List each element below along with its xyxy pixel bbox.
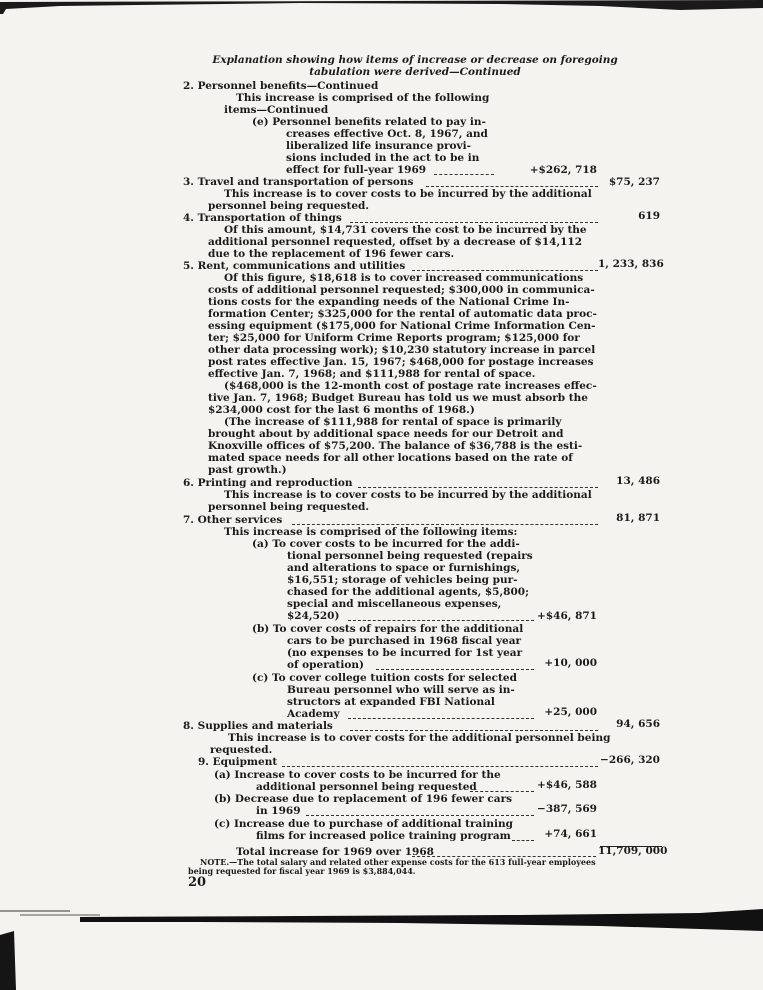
item7-a-line-4: chased for the additional agents, $5,800;: [287, 586, 529, 598]
item2-title: 2. Personnel benefits—Continued: [183, 80, 379, 92]
leader-dots: [292, 524, 598, 525]
leader-dots: [412, 270, 598, 271]
item7-a-line-5: special and miscellaneous expenses,: [287, 598, 502, 610]
item7-a-line-6: $24,520): [287, 610, 340, 622]
leader-dots: [306, 815, 534, 816]
item4-desc-2: due to the replacement of 196 fewer cars.: [208, 248, 455, 260]
item2-sub-1: This increase is comprised of the following: [236, 92, 490, 104]
header-line-1: Explanation showing how items of increase or decrease on foregoing: [212, 54, 618, 66]
item6-desc-0: This increase is to cover costs to be incurred by the additional: [224, 489, 592, 501]
item2-sub-2: items—Continued: [224, 104, 329, 116]
leader-dots: [358, 487, 598, 488]
item9-b-amount: −387, 569: [537, 803, 597, 815]
item5-desc-9: ($468,000 is the 12-month cost of postage rate increases effec-: [224, 380, 597, 392]
item5-desc-0: Of this figure, $18,618 is to cover increased communications: [224, 272, 584, 284]
item4-amount: 619: [638, 210, 660, 222]
item9-c-amount: +74, 661: [544, 828, 597, 840]
item5-desc-10: tive Jan. 7, 1968; Budget Bureau has told us we must absorb the: [208, 392, 588, 404]
item7-a-line-3: $16,551; storage of vehicles being pur-: [287, 574, 518, 586]
scan-edge-bottom: [0, 895, 763, 990]
item5-desc-15: mated space needs for all other locations based on the rate of: [208, 452, 573, 464]
item5-desc-12: (The increase of $111,988 for rental of space is primarily: [224, 416, 562, 428]
item5-desc-6: other data processing work); $10,230 statutory increase in parcel: [208, 344, 596, 356]
leader-dots: [350, 730, 598, 731]
item3-desc-0: This increase is to cover costs to be incurred by the additional: [224, 188, 592, 200]
item7-c-amount: +25, 000: [544, 706, 597, 718]
item5-amount: 1, 233, 836: [598, 258, 664, 270]
item8-desc-0: This increase is to cover costs for the additional personnel being: [228, 732, 611, 744]
item7-c-line-3: Academy: [287, 708, 340, 720]
item9-a-amount: +$46, 588: [537, 779, 597, 791]
item9-c-line-1: films for increased police training program: [256, 830, 511, 842]
leader-dots: [434, 174, 494, 175]
item9-a-line-0: (a) Increase to cover costs to be incurred for the: [214, 769, 501, 781]
item6-amount: 13, 486: [616, 475, 660, 487]
item2-e-line-3: sions included in the act to be in: [286, 152, 480, 164]
item7-title: 7. Other services: [183, 514, 283, 526]
item6-title: 6. Printing and reproduction: [183, 477, 353, 489]
item9-amount: −266, 320: [600, 754, 660, 766]
leader-dots: [282, 766, 598, 767]
item8-title: 8. Supplies and materials: [183, 720, 333, 732]
item5-title: 5. Rent, communications and utilities: [183, 260, 406, 272]
page-number: 20: [188, 875, 207, 890]
total-label: Total increase for 1969 over 1968: [236, 846, 434, 858]
item7-intro: This increase is comprised of the following items:: [224, 526, 518, 538]
item7-a-amount: +$46, 871: [537, 610, 597, 622]
leader-dots: [376, 669, 534, 670]
leader-dots: [512, 840, 534, 841]
item2-e-line-0: (e) Personnel benefits related to pay in-: [252, 116, 486, 128]
item2-e-amount: +$262, 718: [529, 164, 597, 176]
item7-c-line-2: structors at expanded FBI National: [287, 696, 495, 708]
total-amount: 11,709, 000: [598, 845, 668, 857]
item5-desc-14: Knoxville offices of $75,200. The balance of $36,788 is the esti-: [208, 440, 583, 452]
note-line-1: NOTE.—The total salary and related other expense costs for the 613 full-year employees: [200, 857, 596, 867]
leader-dots: [426, 186, 598, 187]
leader-dots: [348, 718, 534, 719]
item3-desc-1: personnel being requested.: [208, 200, 370, 212]
item9-title: 9. Equipment: [198, 756, 278, 768]
item7-b-line-2: (no expenses to be incurred for 1st year: [287, 647, 523, 659]
item7-b-line-0: (b) To cover costs of repairs for the additional: [252, 623, 524, 635]
leader-dots: [470, 791, 534, 792]
item5-desc-1: costs of additional personnel requested; $300,000 in communica-: [208, 284, 595, 296]
item5-desc-4: essing equipment ($175,000 for National Crime Information Cen-: [208, 320, 596, 332]
item7-c-line-1: Bureau personnel who will serve as in-: [287, 684, 515, 696]
header-line-2: tabulation were derived—Continued: [309, 66, 521, 78]
item9-c-line-0: (c) Increase due to purchase of additional training: [214, 818, 513, 830]
item2-e-line-2: liberalized life insurance provi-: [286, 140, 471, 152]
item3-title: 3. Travel and transportation of persons: [183, 176, 414, 188]
item7-b-amount: +10, 000: [544, 657, 597, 669]
item5-desc-2: tions costs for the expanding needs of the National Crime In-: [208, 296, 570, 308]
item7-b-line-1: cars to be purchased in 1968 fiscal year: [287, 635, 522, 647]
item4-desc-1: additional personnel requested, offset by a decrease of $14,112: [208, 236, 583, 248]
item5-desc-8: effective Jan. 7, 1968; and $111,988 for rental of space.: [208, 368, 536, 380]
item2-e-line-4: effect for full-year 1969: [286, 164, 427, 176]
item8-amount: 94, 656: [616, 718, 660, 730]
item8-desc-1: requested.: [210, 744, 273, 756]
item2-e-line-1: creases effective Oct. 8, 1967, and: [286, 128, 488, 140]
item4-title: 4. Transportation of things: [183, 212, 342, 224]
item5-desc-5: ter; $25,000 for Uniform Crime Reports program; $125,000 for: [208, 332, 580, 344]
item6-desc-1: personnel being requested.: [208, 501, 370, 513]
note-line-2: being requested for fiscal year 1969 is $3,884,044.: [188, 866, 416, 876]
item5-desc-16: past growth.): [208, 464, 287, 476]
item9-b-line-0: (b) Decrease due to replacement of 196 fewer cars: [214, 793, 513, 805]
item5-desc-3: formation Center; $325,000 for the rental of automatic data proc-: [208, 308, 597, 320]
item9-b-line-1: in 1969: [256, 805, 301, 817]
item7-a-line-0: (a) To cover costs to be incurred for the addi-: [252, 538, 520, 550]
item7-amount: 81, 871: [616, 512, 660, 524]
item9-a-line-1: additional personnel being requested: [256, 781, 477, 793]
leader-dots: [350, 222, 598, 223]
item5-desc-7: post rates effective Jan. 15, 1967; $468,000 for postage increases: [208, 356, 594, 368]
item7-a-line-2: and alterations to space or furnishings,: [287, 562, 521, 574]
item7-c-line-0: (c) To cover college tuition costs for selected: [252, 672, 517, 684]
item3-amount: $75, 237: [608, 176, 660, 188]
scan-edge-top: [0, 0, 763, 14]
item7-b-line-3: of operation): [287, 659, 364, 671]
item5-desc-13: brought about by additional space needs for our Detroit and: [208, 428, 564, 440]
item4-desc-0: Of this amount, $14,731 covers the cost to be incurred by the: [224, 224, 587, 236]
item5-desc-11: $234,000 cost for the last 6 months of 1968.): [208, 404, 475, 416]
item7-a-line-1: tional personnel being requested (repairs: [287, 550, 533, 562]
